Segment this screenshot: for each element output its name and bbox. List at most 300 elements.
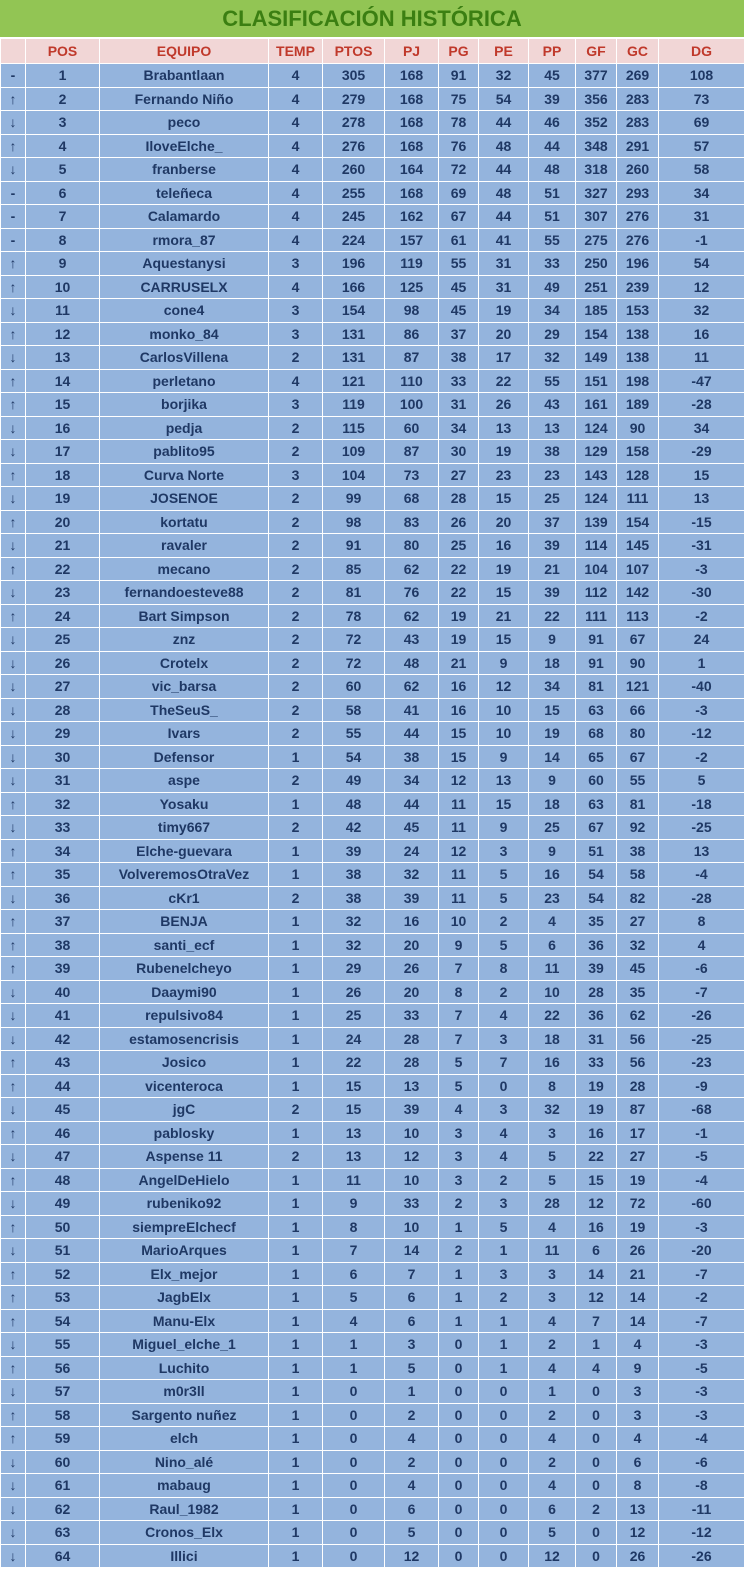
cell-pp: 22 [529,1004,576,1028]
cell-pp: 5 [529,1168,576,1192]
cell-ptos: 0 [323,1427,385,1451]
cell-temp: 1 [269,1051,323,1075]
cell-gc: 269 [617,64,659,88]
cell-equipo: Nino_alé [100,1450,269,1474]
cell-pp: 32 [529,1098,576,1122]
column-header-dg: DG [659,39,745,64]
cell-pp: 14 [529,745,576,769]
trend-arrow-icon: ↓ [1,1239,26,1263]
cell-equipo: franberse [100,158,269,182]
cell-gf: 6 [576,1239,617,1263]
cell-pg: 10 [439,910,479,934]
trend-arrow-icon: ↑ [1,369,26,393]
cell-pe: 20 [479,510,529,534]
cell-dg: -31 [659,534,745,558]
cell-pj: 28 [385,1051,439,1075]
cell-pj: 62 [385,675,439,699]
cell-pe: 48 [479,181,529,205]
trend-arrow-icon: ↓ [1,651,26,675]
trend-arrow-icon: ↑ [1,1121,26,1145]
cell-pj: 5 [385,1356,439,1380]
cell-pos: 64 [26,1544,100,1568]
cell-pg: 19 [439,628,479,652]
cell-dg: 13 [659,839,745,863]
cell-pe: 44 [479,158,529,182]
cell-pos: 56 [26,1356,100,1380]
cell-temp: 2 [269,769,323,793]
cell-pj: 33 [385,1192,439,1216]
cell-pj: 80 [385,534,439,558]
cell-pj: 7 [385,1262,439,1286]
cell-dg: -1 [659,228,745,252]
cell-gc: 9 [617,1356,659,1380]
table-row [1,581,745,605]
cell-temp: 2 [269,722,323,746]
cell-pp: 51 [529,205,576,229]
cell-equipo: ravaler [100,534,269,558]
column-header-pp: PP [529,39,576,64]
cell-ptos: 72 [323,628,385,652]
cell-temp: 1 [269,910,323,934]
trend-arrow-icon: ↓ [1,722,26,746]
cell-pe: 2 [479,980,529,1004]
cell-pos: 35 [26,863,100,887]
cell-pe: 1 [479,1333,529,1357]
cell-gc: 4 [617,1333,659,1357]
cell-temp: 2 [269,1098,323,1122]
cell-pj: 13 [385,1074,439,1098]
cell-pj: 14 [385,1239,439,1263]
cell-pos: 57 [26,1380,100,1404]
cell-dg: -30 [659,581,745,605]
cell-pe: 48 [479,134,529,158]
cell-pg: 11 [439,886,479,910]
trend-arrow-icon: ↑ [1,910,26,934]
table-row [1,816,745,840]
cell-gf: 68 [576,722,617,746]
cell-pg: 25 [439,534,479,558]
cell-temp: 4 [269,87,323,111]
cell-gf: 28 [576,980,617,1004]
cell-dg: -40 [659,675,745,699]
cell-pp: 34 [529,675,576,699]
cell-gf: 185 [576,299,617,323]
cell-pp: 13 [529,416,576,440]
cell-gc: 107 [617,557,659,581]
cell-pos: 25 [26,628,100,652]
cell-gc: 3 [617,1403,659,1427]
column-header-gc: GC [617,39,659,64]
cell-pp: 39 [529,534,576,558]
cell-gc: 38 [617,839,659,863]
column-header-ptos: PTOS [323,39,385,64]
cell-pp: 3 [529,1262,576,1286]
cell-pj: 2 [385,1450,439,1474]
table-row [1,1380,745,1404]
cell-equipo: monko_84 [100,322,269,346]
cell-pos: 41 [26,1004,100,1028]
cell-gc: 80 [617,722,659,746]
cell-pp: 18 [529,792,576,816]
cell-pos: 5 [26,158,100,182]
table-row [1,1544,745,1568]
cell-equipo: Elx_mejor [100,1262,269,1286]
table-row [1,1098,745,1122]
cell-pg: 0 [439,1544,479,1568]
cell-gf: 81 [576,675,617,699]
cell-ptos: 48 [323,792,385,816]
trend-arrow-icon: ↓ [1,1521,26,1545]
cell-pp: 16 [529,1051,576,1075]
cell-dg: 4 [659,933,745,957]
cell-ptos: 224 [323,228,385,252]
cell-pp: 1 [529,1380,576,1404]
cell-pos: 11 [26,299,100,323]
table-row [1,628,745,652]
cell-gc: 283 [617,111,659,135]
cell-equipo: santi_ecf [100,933,269,957]
cell-gc: 28 [617,1074,659,1098]
trend-arrow-icon: ↓ [1,581,26,605]
cell-pos: 49 [26,1192,100,1216]
cell-pe: 0 [479,1450,529,1474]
cell-pe: 2 [479,1286,529,1310]
trend-arrow-icon: ↑ [1,87,26,111]
cell-gc: 56 [617,1027,659,1051]
cell-pg: 15 [439,745,479,769]
cell-ptos: 260 [323,158,385,182]
cell-ptos: 38 [323,886,385,910]
cell-temp: 1 [269,957,323,981]
cell-equipo: Calamardo [100,205,269,229]
cell-equipo: Josico [100,1051,269,1075]
cell-equipo: timy667 [100,816,269,840]
cell-pe: 15 [479,792,529,816]
cell-gf: 31 [576,1027,617,1051]
cell-equipo: mabaug [100,1474,269,1498]
cell-pp: 11 [529,957,576,981]
trend-arrow-icon: ↓ [1,886,26,910]
cell-pos: 38 [26,933,100,957]
cell-pe: 0 [479,1521,529,1545]
trend-arrow-icon: ↑ [1,510,26,534]
cell-gc: 4 [617,1427,659,1451]
cell-equipo: Daaymi90 [100,980,269,1004]
trend-arrow-icon: - [1,205,26,229]
table-row [1,87,745,111]
cell-gc: 276 [617,205,659,229]
cell-temp: 4 [269,369,323,393]
cell-pj: 6 [385,1497,439,1521]
table-row [1,463,745,487]
cell-pos: 10 [26,275,100,299]
cell-dg: -2 [659,745,745,769]
cell-pp: 22 [529,604,576,628]
cell-dg: -3 [659,1333,745,1357]
table-row [1,181,745,205]
cell-pg: 4 [439,1098,479,1122]
cell-pj: 28 [385,1027,439,1051]
cell-pe: 44 [479,111,529,135]
cell-dg: -26 [659,1544,745,1568]
cell-pos: 44 [26,1074,100,1098]
cell-pp: 4 [529,1356,576,1380]
cell-gf: 104 [576,557,617,581]
cell-pe: 1 [479,1239,529,1263]
cell-dg: -2 [659,604,745,628]
cell-temp: 1 [269,1239,323,1263]
cell-dg: -3 [659,698,745,722]
cell-equipo: rubeniko92 [100,1192,269,1216]
table-row [1,886,745,910]
trend-arrow-icon: ↓ [1,698,26,722]
cell-pj: 10 [385,1215,439,1239]
column-header-pg: PG [439,39,479,64]
column-header-gf: GF [576,39,617,64]
table-row [1,1027,745,1051]
cell-temp: 1 [269,863,323,887]
cell-temp: 2 [269,534,323,558]
cell-temp: 1 [269,1380,323,1404]
table-row [1,1192,745,1216]
trend-arrow-icon: ↓ [1,769,26,793]
table-row [1,957,745,981]
table-row [1,792,745,816]
cell-pe: 0 [479,1474,529,1498]
cell-gf: 1 [576,1333,617,1357]
cell-gf: 63 [576,792,617,816]
cell-pos: 34 [26,839,100,863]
cell-gc: 145 [617,534,659,558]
cell-pp: 33 [529,252,576,276]
cell-gf: 51 [576,839,617,863]
cell-pj: 41 [385,698,439,722]
table-row [1,769,745,793]
cell-pe: 10 [479,722,529,746]
cell-pos: 29 [26,722,100,746]
cell-pe: 5 [479,886,529,910]
cell-temp: 4 [269,205,323,229]
cell-pe: 5 [479,1215,529,1239]
cell-ptos: 55 [323,722,385,746]
cell-pe: 19 [479,440,529,464]
cell-pos: 55 [26,1333,100,1357]
trend-arrow-icon: ↓ [1,111,26,135]
cell-pp: 19 [529,722,576,746]
cell-pos: 32 [26,792,100,816]
cell-ptos: 29 [323,957,385,981]
cell-dg: -6 [659,1450,745,1474]
cell-equipo: perletano [100,369,269,393]
cell-gf: 0 [576,1403,617,1427]
cell-equipo: Sargento nuñez [100,1403,269,1427]
cell-temp: 4 [269,275,323,299]
cell-equipo: pablito95 [100,440,269,464]
cell-gc: 14 [617,1309,659,1333]
cell-pe: 3 [479,1027,529,1051]
cell-equipo: pablosky [100,1121,269,1145]
table-row [1,675,745,699]
table-row [1,534,745,558]
cell-pg: 3 [439,1168,479,1192]
cell-dg: -20 [659,1239,745,1263]
cell-equipo: siempreElchecf [100,1215,269,1239]
cell-gc: 81 [617,792,659,816]
cell-pp: 15 [529,698,576,722]
table-row [1,1074,745,1098]
cell-gc: 26 [617,1544,659,1568]
cell-gc: 21 [617,1262,659,1286]
table-row [1,299,745,323]
cell-pe: 5 [479,933,529,957]
trend-arrow-icon: ↓ [1,1380,26,1404]
table-row [1,275,745,299]
cell-ptos: 60 [323,675,385,699]
cell-gc: 239 [617,275,659,299]
column-header-trend [1,39,26,64]
cell-pe: 15 [479,581,529,605]
cell-pos: 14 [26,369,100,393]
trend-arrow-icon: ↑ [1,134,26,158]
cell-ptos: 104 [323,463,385,487]
cell-pos: 39 [26,957,100,981]
cell-temp: 1 [269,1356,323,1380]
cell-gf: 54 [576,886,617,910]
cell-temp: 2 [269,581,323,605]
cell-equipo: mecano [100,557,269,581]
table-row [1,1168,745,1192]
cell-ptos: 279 [323,87,385,111]
table-row [1,1497,745,1521]
table-row [1,369,745,393]
cell-gc: 293 [617,181,659,205]
cell-pe: 0 [479,1380,529,1404]
cell-pg: 45 [439,299,479,323]
cell-pg: 1 [439,1262,479,1286]
column-header-pj: PJ [385,39,439,64]
cell-equipo: Bart Simpson [100,604,269,628]
table-row [1,1262,745,1286]
cell-ptos: 0 [323,1474,385,1498]
cell-temp: 1 [269,839,323,863]
table-row [1,510,745,534]
cell-pp: 6 [529,1497,576,1521]
cell-gc: 62 [617,1004,659,1028]
cell-pp: 38 [529,440,576,464]
cell-pg: 16 [439,698,479,722]
cell-ptos: 15 [323,1098,385,1122]
cell-dg: -23 [659,1051,745,1075]
cell-pj: 119 [385,252,439,276]
cell-gf: 327 [576,181,617,205]
cell-ptos: 24 [323,1027,385,1051]
cell-pp: 12 [529,1544,576,1568]
cell-pos: 13 [26,346,100,370]
standings-table [0,38,745,1568]
cell-gf: 124 [576,416,617,440]
cell-pe: 15 [479,628,529,652]
cell-pos: 36 [26,886,100,910]
cell-pj: 45 [385,816,439,840]
cell-pe: 1 [479,1309,529,1333]
cell-pg: 8 [439,980,479,1004]
cell-pp: 2 [529,1403,576,1427]
cell-equipo: JagbElx [100,1286,269,1310]
cell-dg: -18 [659,792,745,816]
cell-pe: 7 [479,1051,529,1075]
cell-equipo: AngelDeHielo [100,1168,269,1192]
cell-ptos: 98 [323,510,385,534]
table-row [1,651,745,675]
cell-dg: -2 [659,1286,745,1310]
trend-arrow-icon: ↑ [1,1356,26,1380]
cell-gf: 250 [576,252,617,276]
table-row [1,322,745,346]
cell-temp: 2 [269,510,323,534]
table-row [1,722,745,746]
cell-dg: -1 [659,1121,745,1145]
cell-pj: 168 [385,64,439,88]
cell-pos: 24 [26,604,100,628]
column-header-pos: POS [26,39,100,64]
cell-pj: 44 [385,722,439,746]
cell-pe: 16 [479,534,529,558]
cell-pj: 76 [385,581,439,605]
cell-gf: 251 [576,275,617,299]
cell-ptos: 7 [323,1239,385,1263]
cell-dg: -47 [659,369,745,393]
cell-equipo: repulsivo84 [100,1004,269,1028]
cell-pg: 3 [439,1121,479,1145]
cell-gf: 12 [576,1286,617,1310]
cell-ptos: 9 [323,1192,385,1216]
cell-equipo: Defensor [100,745,269,769]
cell-equipo: Manu-Elx [100,1309,269,1333]
cell-pj: 164 [385,158,439,182]
cell-pg: 75 [439,87,479,111]
cell-pp: 23 [529,463,576,487]
cell-pe: 9 [479,651,529,675]
cell-ptos: 99 [323,487,385,511]
cell-pj: 162 [385,205,439,229]
cell-equipo: TheSeuS_ [100,698,269,722]
cell-gc: 121 [617,675,659,699]
cell-pj: 24 [385,839,439,863]
cell-ptos: 0 [323,1521,385,1545]
cell-pj: 10 [385,1168,439,1192]
cell-dg: -26 [659,1004,745,1028]
cell-gf: 356 [576,87,617,111]
column-header-temp: TEMP [269,39,323,64]
cell-equipo: teleñeca [100,181,269,205]
cell-gf: 2 [576,1497,617,1521]
cell-pg: 5 [439,1074,479,1098]
cell-temp: 1 [269,1450,323,1474]
cell-temp: 1 [269,1474,323,1498]
cell-dg: -4 [659,863,745,887]
cell-pos: 16 [26,416,100,440]
cell-pj: 83 [385,510,439,534]
table-row [1,228,745,252]
cell-gc: 128 [617,463,659,487]
cell-ptos: 39 [323,839,385,863]
page-title: CLASIFICACIÓN HISTÓRICA [0,0,744,38]
cell-gf: 0 [576,1427,617,1451]
cell-pg: 26 [439,510,479,534]
cell-pos: 53 [26,1286,100,1310]
cell-pj: 6 [385,1286,439,1310]
table-row [1,1333,745,1357]
